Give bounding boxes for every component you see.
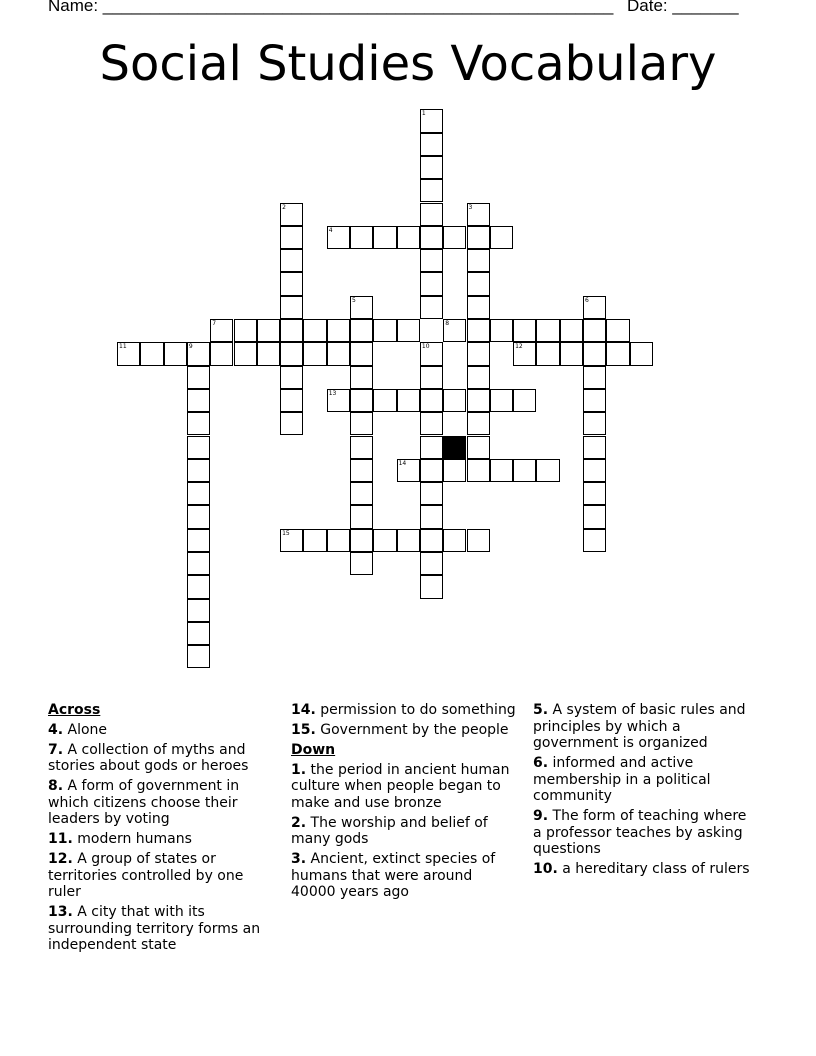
- clue-across-7: 7. A collection of myths and stories about gods or heroes: [48, 741, 249, 774]
- crossword-cell[interactable]: [234, 319, 257, 342]
- clue-number: 8: [445, 320, 450, 327]
- name-field[interactable]: Name: ______________________________________________________: [48, 0, 614, 15]
- crossword-cell[interactable]: [420, 482, 443, 505]
- crossword-cell[interactable]: [280, 203, 303, 226]
- black-square: [443, 436, 466, 459]
- clue-number: 1: [421, 110, 426, 118]
- clue-number: 9: [188, 343, 193, 351]
- clue-number: 6: [585, 296, 589, 304]
- crossword-cell[interactable]: [350, 389, 373, 412]
- crossword-cell[interactable]: [280, 226, 303, 249]
- crossword-cell[interactable]: [513, 342, 536, 365]
- crossword-cell[interactable]: [420, 156, 443, 179]
- crossword-cell[interactable]: [373, 389, 396, 412]
- crossword-cell[interactable]: [187, 436, 210, 459]
- crossword-cell[interactable]: [280, 529, 303, 552]
- crossword-cell[interactable]: [560, 342, 583, 365]
- crossword-cell[interactable]: [187, 505, 210, 528]
- crossword-cell[interactable]: [490, 226, 513, 249]
- crossword-cell[interactable]: [257, 319, 280, 342]
- clue-number: 11: [119, 343, 127, 351]
- crossword-cell[interactable]: [467, 389, 490, 412]
- across-heading: Across: [48, 702, 101, 718]
- crossword-cell[interactable]: [280, 272, 303, 295]
- crossword-cell[interactable]: [467, 366, 490, 389]
- clue-number: 10: [421, 343, 430, 351]
- clue-across-11: 11. modern humans: [48, 831, 192, 847]
- crossword-cell[interactable]: [187, 552, 210, 575]
- crossword-cell[interactable]: [187, 389, 210, 412]
- crossword-cell[interactable]: [467, 319, 490, 342]
- crossword-cell[interactable]: [210, 319, 233, 342]
- crossword-cell[interactable]: [490, 459, 513, 482]
- crossword-cell[interactable]: [350, 296, 373, 319]
- crossword-cell[interactable]: [280, 412, 303, 435]
- crossword-cell[interactable]: [420, 296, 443, 319]
- crossword-cell[interactable]: [327, 389, 350, 412]
- date-field[interactable]: Date: _______: [627, 0, 739, 15]
- crossword-cell[interactable]: [140, 342, 163, 365]
- clue-number: 4: [328, 226, 333, 234]
- clue-number: 3: [468, 203, 473, 211]
- crossword-cell[interactable]: [350, 412, 373, 435]
- crossword-cell[interactable]: [187, 366, 210, 389]
- crossword-cell[interactable]: [350, 505, 373, 528]
- crossword-cell[interactable]: [583, 529, 606, 552]
- crossword-cell[interactable]: [350, 459, 373, 482]
- crossword-cell[interactable]: [467, 459, 490, 482]
- clue-down-3: 3. Ancient, extinct species of humans that were around 40000 years ago: [291, 851, 496, 900]
- crossword-cell[interactable]: [280, 389, 303, 412]
- crossword-cell[interactable]: [467, 342, 490, 365]
- crossword-cell[interactable]: [513, 459, 536, 482]
- crossword-cell[interactable]: [583, 459, 606, 482]
- crossword-cell[interactable]: [350, 482, 373, 505]
- crossword-cell[interactable]: [420, 133, 443, 156]
- crossword-cell[interactable]: [373, 319, 396, 342]
- crossword-cell[interactable]: [303, 529, 326, 552]
- crossword-cell[interactable]: [467, 249, 490, 272]
- crossword-cell[interactable]: [420, 412, 443, 435]
- clue-column-3: [533, 702, 758, 881]
- crossword-cell[interactable]: [350, 552, 373, 575]
- crossword-cell[interactable]: [303, 319, 326, 342]
- clue-across-13: 13. A city that with its surrounding territory forms an independent state: [48, 904, 261, 953]
- clue-number: 15: [282, 529, 290, 537]
- clue-across-15: 15. Government by the people: [291, 722, 509, 738]
- crossword-cell[interactable]: [536, 342, 559, 365]
- crossword-cell[interactable]: [373, 529, 396, 552]
- crossword-cell[interactable]: [420, 226, 443, 249]
- clue-down-2: 2. The worship and belief of many gods: [291, 814, 488, 847]
- clue-across-12: 12. A group of states or territories controlled by one ruler: [48, 851, 244, 900]
- crossword-cell[interactable]: [467, 529, 490, 552]
- clue-down-1: 1. the period in ancient human culture when people began to make and use bronze: [291, 761, 510, 811]
- crossword-cell[interactable]: [117, 342, 140, 365]
- crossword-cell[interactable]: [443, 319, 466, 342]
- crossword-cell[interactable]: [280, 342, 303, 365]
- down-heading: Down: [291, 742, 336, 758]
- crossword-cell[interactable]: [420, 575, 443, 598]
- crossword-cell[interactable]: [467, 272, 490, 295]
- crossword-cell[interactable]: [187, 529, 210, 552]
- crossword-cell[interactable]: [420, 552, 443, 575]
- crossword-cell[interactable]: [350, 319, 373, 342]
- crossword-cell[interactable]: [373, 226, 396, 249]
- crossword-cell[interactable]: [443, 529, 466, 552]
- crossword-cell[interactable]: [583, 319, 606, 342]
- crossword-cell[interactable]: [327, 226, 350, 249]
- clue-number: 14: [398, 459, 407, 467]
- crossword-cell[interactable]: [513, 389, 536, 412]
- crossword-cell[interactable]: [327, 319, 350, 342]
- crossword-cell[interactable]: [467, 296, 490, 319]
- crossword-cell[interactable]: [257, 342, 280, 365]
- crossword-cell[interactable]: [513, 319, 536, 342]
- crossword-cell[interactable]: [350, 342, 373, 365]
- clue-down-6: 6. informed and active membership in a political community: [533, 755, 711, 804]
- crossword-cell[interactable]: [234, 342, 257, 365]
- clue-down-10: 10. a hereditary class of rulers: [533, 861, 750, 877]
- crossword-cell[interactable]: [303, 342, 326, 365]
- crossword-cell[interactable]: [583, 412, 606, 435]
- crossword-cell[interactable]: [420, 505, 443, 528]
- crossword-cell[interactable]: [420, 366, 443, 389]
- crossword-cell[interactable]: [490, 319, 513, 342]
- crossword-cell[interactable]: [420, 459, 443, 482]
- crossword-cell[interactable]: [420, 109, 443, 132]
- crossword-cell[interactable]: [420, 436, 443, 459]
- crossword-cell[interactable]: [280, 366, 303, 389]
- crossword-cell[interactable]: [187, 412, 210, 435]
- crossword-cell[interactable]: [420, 389, 443, 412]
- crossword-cell[interactable]: [420, 529, 443, 552]
- clue-across-14: 14. permission to do something: [291, 702, 516, 718]
- crossword-cell[interactable]: [420, 179, 443, 202]
- clue-column-1: [48, 702, 278, 957]
- crossword-cell[interactable]: [397, 389, 420, 412]
- clue-down-5: 5. A system of basic rules and principles by which a government is organized: [533, 702, 746, 751]
- crossword-cell[interactable]: [583, 505, 606, 528]
- crossword-cell[interactable]: [420, 272, 443, 295]
- crossword-cell[interactable]: [280, 249, 303, 272]
- crossword-cell[interactable]: [420, 249, 443, 272]
- crossword-cell[interactable]: [467, 412, 490, 435]
- crossword-cell[interactable]: [350, 529, 373, 552]
- crossword-cell[interactable]: [443, 459, 466, 482]
- crossword-cell[interactable]: [606, 319, 629, 342]
- crossword-cell[interactable]: [397, 319, 420, 342]
- crossword-cell[interactable]: [583, 389, 606, 412]
- crossword-cell[interactable]: [397, 529, 420, 552]
- crossword-cell[interactable]: [536, 459, 559, 482]
- page-title: Social Studies Vocabulary: [99, 36, 717, 92]
- crossword-cell[interactable]: [467, 226, 490, 249]
- crossword-cell[interactable]: [397, 459, 420, 482]
- crossword-cell[interactable]: [187, 645, 210, 668]
- crossword-cell[interactable]: [187, 599, 210, 622]
- crossword-cell[interactable]: [420, 342, 443, 365]
- crossword-cell[interactable]: [350, 366, 373, 389]
- crossword-cell[interactable]: [187, 575, 210, 598]
- crossword-cell[interactable]: [560, 319, 583, 342]
- clue-across-8: 8. A form of government in which citizens choose their leaders by voting: [48, 778, 240, 827]
- crossword-cell[interactable]: [280, 319, 303, 342]
- crossword-cell[interactable]: [443, 226, 466, 249]
- crossword-cell[interactable]: [583, 366, 606, 389]
- crossword-cell[interactable]: [280, 296, 303, 319]
- crossword-cell[interactable]: [467, 203, 490, 226]
- crossword-cell[interactable]: [350, 436, 373, 459]
- clue-number: 5: [352, 296, 356, 304]
- crossword-cell[interactable]: [583, 342, 606, 365]
- crossword-cell[interactable]: [350, 226, 373, 249]
- crossword-cell[interactable]: [164, 342, 187, 365]
- crossword-cell[interactable]: [630, 342, 653, 365]
- clue-number: 13: [328, 389, 337, 397]
- crossword-cell[interactable]: [420, 203, 443, 226]
- crossword-cell[interactable]: [583, 436, 606, 459]
- crossword-cell[interactable]: [536, 319, 559, 342]
- clue-across-4: 4. Alone: [48, 721, 108, 738]
- crossword-cell[interactable]: [606, 342, 629, 365]
- crossword-cell[interactable]: [583, 296, 606, 319]
- crossword-cell[interactable]: [187, 622, 210, 645]
- crossword-cell[interactable]: [327, 529, 350, 552]
- clue-column-2: [291, 702, 521, 904]
- crossword-cell[interactable]: [490, 389, 513, 412]
- crossword-cell[interactable]: [187, 482, 210, 505]
- crossword-cell[interactable]: [187, 459, 210, 482]
- crossword-cell[interactable]: [583, 482, 606, 505]
- clue-number: 2: [282, 203, 286, 211]
- crossword-cell[interactable]: [327, 342, 350, 365]
- clue-number: 7: [212, 320, 217, 327]
- crossword-cell[interactable]: [397, 226, 420, 249]
- crossword-cell[interactable]: [443, 389, 466, 412]
- crossword-cell[interactable]: [187, 342, 210, 365]
- clue-number: 12: [515, 343, 523, 351]
- clue-down-9: 9. The form of teaching where a professor teaches by asking questions: [533, 808, 747, 857]
- crossword-cell[interactable]: [467, 436, 490, 459]
- crossword-cell[interactable]: [210, 342, 233, 365]
